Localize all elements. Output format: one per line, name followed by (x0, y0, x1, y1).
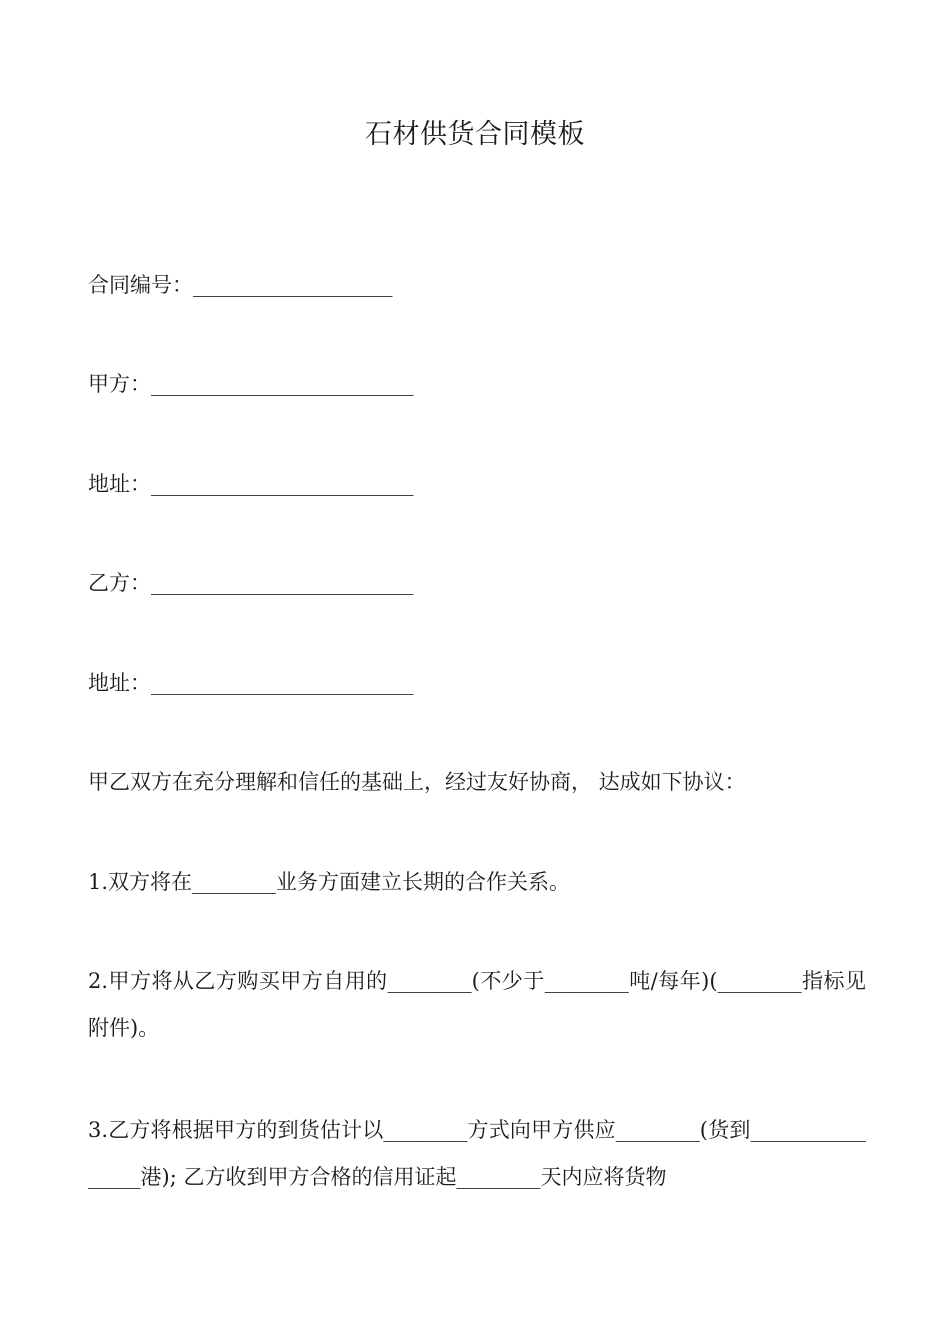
party-a-address-field: 地址：_________________________ (88, 472, 414, 496)
party-a-field: 甲方：_________________________ (88, 372, 414, 396)
party-b-address-field: 地址：_________________________ (88, 671, 414, 695)
document-title: 石材供货合同模板 (365, 119, 585, 150)
clause-2: 2.甲方将从乙方购买甲方自用的________(不少于________吨/每年)(________指标见附件)。 (88, 969, 866, 1040)
clause-3: 3.乙方将根据甲方的到货估计以________方式向甲方供应________(货到________________港); 乙方收到甲方合格的信用证起________天内应将货物 (88, 1118, 866, 1189)
party-b-field: 乙方：_________________________ (88, 571, 414, 595)
intro-paragraph: 甲乙双方在充分理解和信任的基础上，经过友好协商， 达成如下协议： (88, 770, 746, 794)
clause-1: 1.双方将在________业务方面建立长期的合作关系。 (88, 870, 571, 894)
contract-number-field: 合同编号：___________________ (88, 273, 393, 297)
